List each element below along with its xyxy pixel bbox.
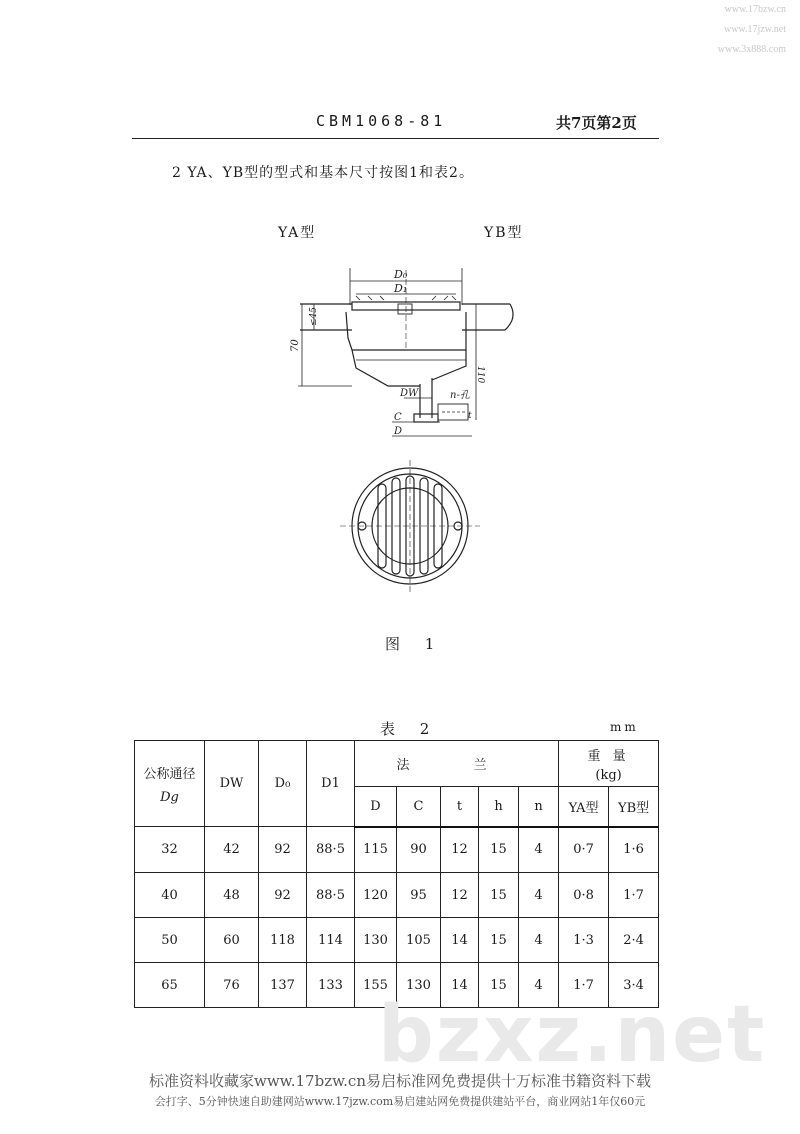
cell: 15: [479, 827, 519, 873]
cell: 65: [135, 963, 205, 1008]
watermark-url-3: www.3x888.com: [717, 44, 786, 55]
footer-line-2: 会打字、5分钟快速自助建网站www.17jzw.com易启建站网免费提供建站平台，商业网站1年仅60元: [154, 1095, 646, 1108]
header-dw: DW: [205, 741, 259, 827]
cell: 114: [307, 918, 355, 963]
cell: 88·5: [307, 827, 355, 873]
table-unit: mm: [610, 720, 639, 734]
table-row: [135, 873, 659, 918]
cell: 95: [397, 873, 441, 918]
cell: 40: [135, 873, 205, 918]
doc-code: CBM1068-81: [316, 112, 447, 130]
dim-dw: DW: [400, 388, 419, 399]
cell: 12: [441, 873, 479, 918]
cell: 4: [519, 827, 559, 873]
cell: 60: [205, 918, 259, 963]
table-row: [135, 918, 659, 963]
cell: 3·4: [609, 963, 659, 1008]
header-sub-t: t: [441, 787, 479, 827]
cell: 130: [397, 963, 441, 1008]
header-dg: Dg: [160, 789, 179, 805]
cell: 1·7: [609, 873, 659, 918]
cell: 1·7: [559, 963, 609, 1008]
cell: 32: [135, 827, 205, 873]
dim-d1: D₁: [394, 282, 408, 295]
label-ya-type: YA型: [278, 225, 317, 241]
figure-caption: 图 1: [385, 635, 445, 653]
cell: 88·5: [307, 873, 355, 918]
header-weight: [559, 741, 659, 787]
cell: 4: [519, 918, 559, 963]
cell: 120: [355, 873, 397, 918]
cell: 115: [355, 827, 397, 873]
cell: 14: [441, 918, 479, 963]
dim-n-holes: n-孔: [450, 390, 470, 401]
cell: 105: [397, 918, 441, 963]
cell: 1·6: [609, 827, 659, 873]
header-flange: 法 兰: [355, 741, 559, 787]
label-yb-type: YB型: [484, 225, 524, 241]
cell: 15: [479, 873, 519, 918]
dimension-table: [134, 740, 659, 1008]
page-info: 共7页第2页: [556, 114, 637, 132]
cell: 15: [479, 918, 519, 963]
cell: 130: [355, 918, 397, 963]
cell: 92: [259, 827, 307, 873]
cell: 1·3: [559, 918, 609, 963]
cell: 15: [479, 963, 519, 1008]
header-nominal-diameter: [135, 741, 205, 827]
cell: 4: [519, 873, 559, 918]
section-text: 2 YA、YB型的型式和基本尺寸按图1和表2。: [172, 165, 474, 181]
cell: 0·7: [559, 827, 609, 873]
cell: 155: [355, 963, 397, 1008]
cell: 50: [135, 918, 205, 963]
cell: 118: [259, 918, 307, 963]
table-row: [135, 827, 659, 873]
cell: 92: [259, 873, 307, 918]
header-weight-unit: (kg): [595, 767, 622, 783]
cell: 76: [205, 963, 259, 1008]
cell: 2·4: [609, 918, 659, 963]
cell: 0·8: [559, 873, 609, 918]
dim-d: D: [394, 426, 403, 437]
header-sub-n: n: [519, 787, 559, 827]
dim-d0: D₀: [394, 268, 408, 281]
dim-110: 110: [475, 366, 485, 384]
header-d0: D₀: [259, 741, 307, 827]
dim-le45: ≤45: [309, 307, 319, 326]
cell: 90: [397, 827, 441, 873]
header-sub-ya: YA型: [559, 787, 609, 827]
cell: 12: [441, 827, 479, 873]
header-sub-c: C: [397, 787, 441, 827]
table-caption: 表 2: [380, 720, 440, 738]
dim-t: t: [468, 411, 472, 421]
cell: 4: [519, 963, 559, 1008]
header-sub-d: D: [355, 787, 397, 827]
cell: 133: [307, 963, 355, 1008]
dim-70: 70: [290, 339, 301, 352]
watermark-url-2: www.17jzw.net: [723, 24, 786, 35]
dim-c: C: [394, 412, 402, 423]
watermark-url-1: www.17bzw.cn: [724, 4, 786, 15]
header-sub-yb: YB型: [609, 787, 659, 827]
header-weight-label: 重 量: [587, 748, 630, 764]
plan-view-grate: [340, 460, 480, 592]
header-nominal-label: 公称通径: [143, 766, 196, 782]
footer-line-1: 标准资料收藏家www.17bzw.cn易启标准网免费提供十万标准书籍资料下载: [149, 1072, 651, 1090]
cell: 14: [441, 963, 479, 1008]
cell: 42: [205, 827, 259, 873]
cell: 137: [259, 963, 307, 1008]
cell: 48: [205, 873, 259, 918]
header-sub-h: h: [479, 787, 519, 827]
site-watermark: bzxz.net: [378, 990, 767, 1080]
header-d1: D1: [307, 741, 355, 827]
